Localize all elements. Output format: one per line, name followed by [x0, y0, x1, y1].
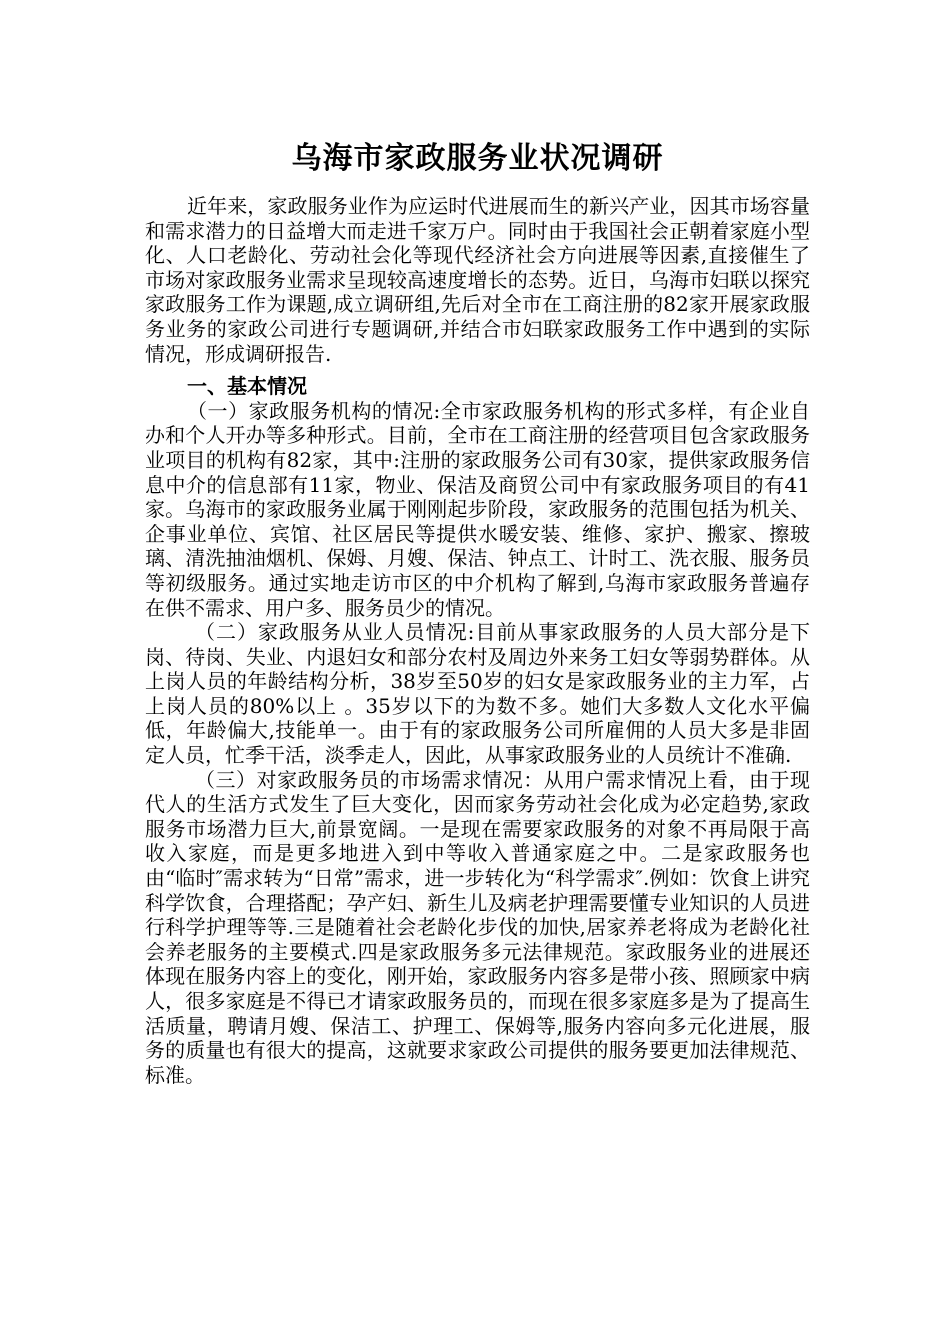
document-page [145, 138, 810, 1087]
paragraph-service-institutions: （一）家政服务机构的情况:全市家政服务机构的形式多样，有企业自办和个人开办等多种形式。目前，全市在工商注册的经营项目包含家政服务业项目的机构有82家，其中:注册的家政服务公司有30家，提供家政服务信息中介的信息部有11家，物业、保洁及商贸公司中有家政服务项目的有41家。乌海市的家政服务业属于刚刚起步阶段，家政服务的范围包括为机关、企事业单位、宾馆、社区居民等提供水暖安装、维修、家护、搬家、擦玻璃、清洗抽油烟机、保姆、月嫂、保洁、钟点工、计时工、洗衣服、服务员等初级服务。通过实地走访市区的中介机构了解到,乌海市家政服务普遍存在供不需求、用户多、服务员少的情况。 [145, 398, 810, 620]
paragraph-market-demand: （三）对家政服务员的市场需求情况：从用户需求情况上看，由于现代人的生活方式发生了巨大变化，因而家务劳动社会化成为必定趋势,家政服务市场潜力巨大,前景宽阔。一是现在需要家政服务的对象不再局限于高收入家庭，而是更多地进入到中等收入普通家庭之中。二是家政服务也由“临时″需求转为“日常”需求，进一步转化为“科学需求″.例如：饮食上讲究科学饮食，合理搭配；孕产妇、新生儿及病老护理需要懂专业知识的人员进行科学护理等等.三是随着社会老龄化步伐的加快,居家养老将成为老龄化社会养老服务的主要模式.四是家政服务多元法律规范。家政服务业的进展还体现在服务内容上的变化，刚开始，家政服务内容多是带小孩、照顾家中病人，很多家庭是不得已才请家政服务员的，而现在很多家庭多是为了提高生活质量，聘请月嫂、保洁工、护理工、保姆等,服务内容向多元化进展，服务的质量也有很大的提高，这就要求家政公司提供的服务要更加法律规范、标准。 [145, 767, 810, 1087]
section-heading-basic-situation: 一、基本情况 [187, 374, 307, 399]
intro-paragraph: 近年来，家政服务业作为应运时代进展而生的新兴产业，因其市场容量和需求潜力的日益增大而走进千家万户。同时由于我国社会正朝着家庭小型化、人口老龄化、劳动社会化等现代经济社会方向进展等因素,直接催生了市场对家政服务业需求呈现较高速度增长的态势。近日，乌海市妇联以探究家政服务工作为课题,成立调研组,先后对全市在工商注册的82家开展家政服务业务的家政公司进行专题调研,并结合市妇联家政服务工作中遇到的实际情况，形成调研报告. [145, 194, 810, 366]
document-title: 乌海市家政服务业状况调研 [291, 141, 664, 176]
paragraph-practitioners: （二）家政服务从业人员情况:目前从事家政服务的人员大部分是下岗、待岗、失业、内退妇女和部分农村及周边外来务工妇女等弱势群体。从上岗人员的年龄结构分析，38岁至50岁的妇女是家政服务业的主力军，占上岗人员的80%以上 。35岁以下的为数不多。她们大多数人文化水平偏低，年龄偏大,技能单一。由于有的家政服务公司所雇佣的人员大多是非固定人员，忙季干活，淡季走人，因此，从事家政服务业的人员统计不准确. [145, 620, 810, 768]
